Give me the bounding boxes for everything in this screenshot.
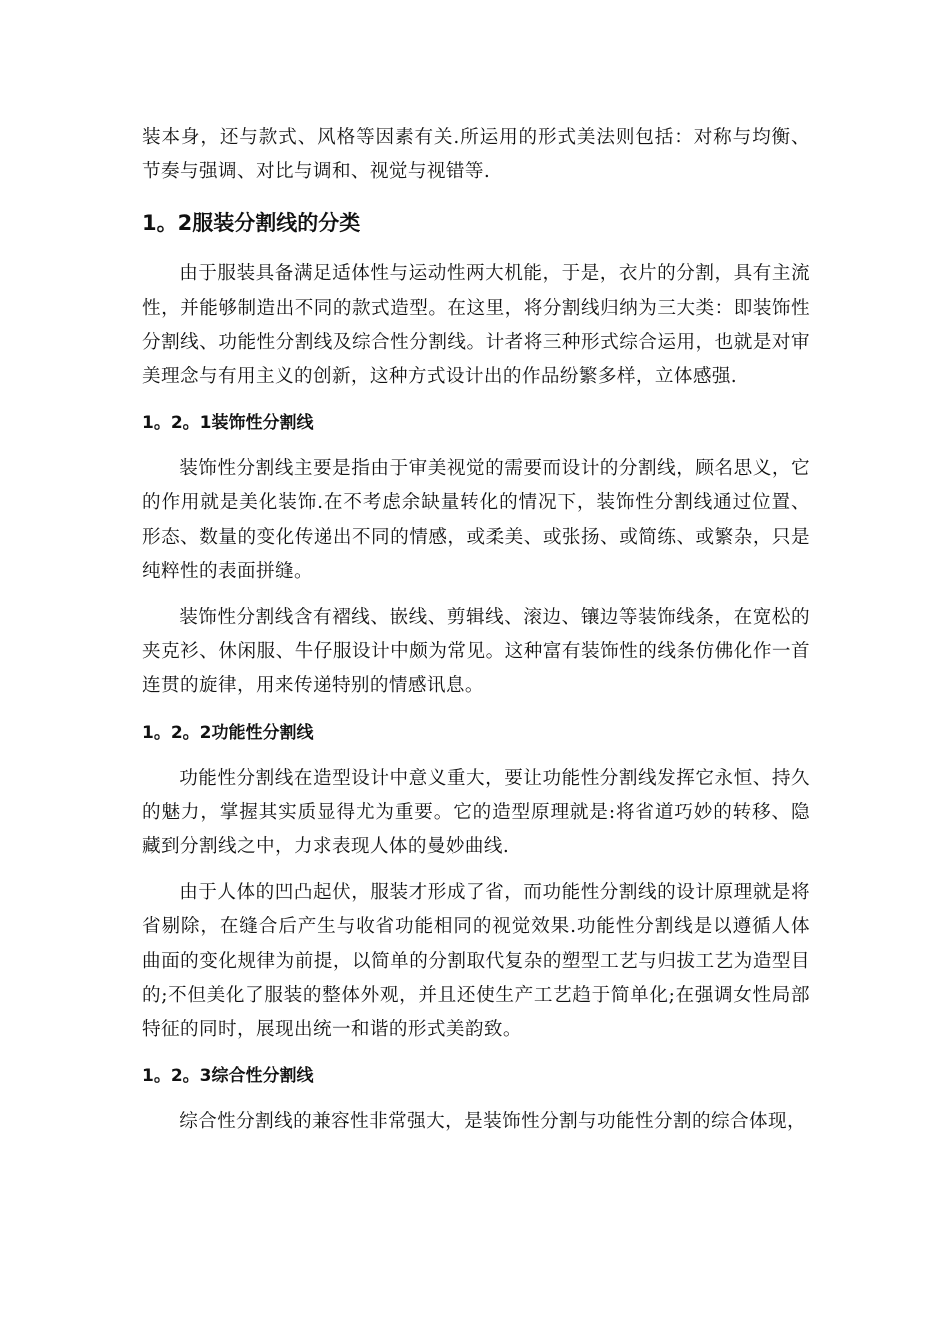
document-body — [142, 121, 810, 1139]
paragraph-1-2-2-b: 由于人体的凹凸起伏，服装才形成了省，而功能性分割线的设计原理就是将省剔除，在缝合后产生与收省功能相同的视觉效果.功能性分割线是以遵循人体曲面的变化规律为前提，以简单的分割取代复杂的塑型工艺与归拔工艺为造型目的;不但美化了服装的整体外观，并且还使生产工艺趋于简单化;在强调女性局部特征的同时，展现出统一和谐的形式美韵致。 — [142, 882, 810, 1041]
subsection-heading-1-2-3: 1。2。3综合性分割线 — [142, 1066, 314, 1087]
intro-paragraph: 装本身，还与款式、风格等因素有关.所运用的形式美法则包括：对称与均衡、节奏与强调、对比与调和、视觉与视错等. — [142, 127, 810, 183]
paragraph-gap — [142, 589, 810, 601]
section-heading-1-2: 1。2服装分割线的分类 — [142, 211, 361, 236]
paragraph-1-2-3: 综合性分割线的兼容性非常强大，是装饰性分割与功能性分割的综合体现， — [179, 1111, 806, 1133]
paragraph-gap — [142, 864, 810, 876]
paragraph-1-2-1-a: 装饰性分割线主要是指由于审美视觉的需要而设计的分割线，顾名思义，它的作用就是美化装饰.在不考虑余缺量转化的情况下，装饰性分割线通过位置、形态、数量的变化传递出不同的情感，或柔美、或张扬、或简练、或繁杂，只是纯粹性的表面拼缝。 — [142, 458, 810, 582]
paragraph-1-2: 由于服装具备满足适体性与运动性两大机能，于是，衣片的分割，具有主流性，并能够制造出不同的款式造型。在这里，将分割线归纳为三大类：即装饰性分割线、功能性分割线及综合性分割线。计者将三种形式综合运用，也就是对审美理念与有用主义的创新，这种方式设计出的作品纷繁多样，立体感强. — [142, 263, 810, 388]
subsection-heading-1-2-2: 1。2。2功能性分割线 — [142, 722, 314, 743]
paragraph-1-2-2-a: 功能性分割线在造型设计中意义重大，要让功能性分割线发挥它永恒、持久的魅力，掌握其实质显得尤为重要。它的造型原理就是:将省道巧妙的转移、隐藏到分割线之中，力求表现人体的曼妙曲线. — [142, 767, 810, 858]
paragraph-1-2-1-b: 装饰性分割线含有褶线、嵌线、剪辑线、滚边、镶边等装饰线条，在宽松的夹克衫、休闲服、牛仔服设计中颇为常见。这种富有装饰性的线条仿佛化作一首连贯的旋律，用来传递特别的情感讯息。 — [142, 607, 810, 697]
subsection-heading-1-2-1: 1。2。1装饰性分割线 — [142, 413, 314, 434]
